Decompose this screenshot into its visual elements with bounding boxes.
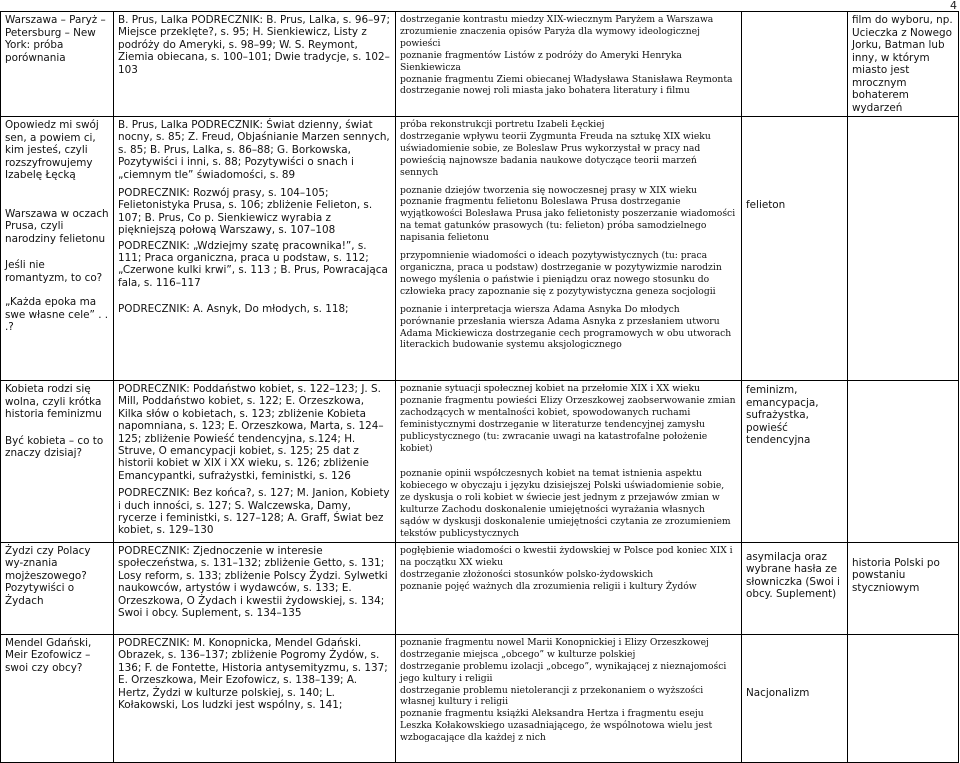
topic-cell: [1, 117, 114, 381]
context-text: historia Polski po powstaniu styczniowym: [852, 556, 940, 594]
goals-text: dostrzeganie problemu izolacji „obcego”, wynikającej z nieznajomości jego kultury i religii: [400, 660, 727, 684]
readings-cell: [114, 381, 396, 543]
goals-text: dostrzeganie złożoności stosunków polsko-żydowskich: [400, 568, 654, 580]
goals-cell: [396, 634, 742, 762]
topic-text: „Każda epoka ma swe własne cele” . . .?: [5, 296, 109, 333]
goals-text: poznanie opinii współczesnych kobiet na temat istnienia aspektu kobiecego w obyczaju i języku dzisiejszej Polski uświadomienie sobie, ze dyskusja o roli kobiet w świecie jest jednym z przejawów zmian w kulturze Zachodu doskonalenie umiejętności wyrażania własnych sądów w dyskusji doskonalenie umiejętności czytania ze zrozumieniem tekstów publicystycznych: [400, 468, 731, 539]
goals-cell: [396, 381, 742, 543]
goals-text: uświadomienie sobie, ze Boleslaw Prus wykorzystał w pracy nad powieścią najnowsze badania naukowe dotyczące teorii marzeń sennych: [400, 142, 701, 178]
topic-text: Warszawa w oczach Prusa, czyli narodziny felietonu: [5, 207, 109, 245]
goals-cell: [396, 12, 742, 117]
topic-cell: [1, 381, 114, 543]
goals-text: próba rekonstrukcji portretu Izabeli Łęckiej: [400, 119, 605, 130]
topic-text: Opowiedz mi swój sen, a powiem ci, kim jesteś, czyli rozszyfrowujemy Izabelę Łęcką: [5, 119, 99, 181]
terms-text: Nacjonalizm: [746, 686, 810, 699]
goals-text: poznanie i interpretacja wiersza Adama Asnyka Do młodych porównanie przesłania wiersza Adama Asnyka z przesłaniem utworu Adama Mickiewicza dostrzeganie cech programowych w obu utworach literackich budowanie systemu aksjologicznego: [400, 303, 732, 351]
terms-cell: [742, 12, 848, 117]
context-cell: [848, 117, 959, 381]
table-row: [1, 542, 959, 634]
goals-text: przypomnienie wiadomości o ideach pozytywistycznych (tu: praca organiczna, praca u podstaw) dostrzeganie w pozytywizmie narodzin nowego myślenia o państwie i pieniądzu oraz nowego stosunku do człowieka pracy zapoznanie się z pozytywistyczna geneza socjologii: [400, 250, 722, 297]
terms-text: asymilacja oraz wybrane hasła ze słowniczka (Swoi i obcy. Suplement): [746, 550, 840, 601]
terms-cell: [742, 117, 848, 381]
context-cell: [848, 542, 959, 634]
readings-text: PODRECZNIK: Rozwój prasy, s. 104–105; Felietonistyka Prusa, s. 106; zbliżenie Felieton, s. 107; B. Prus, Co p. Sienkiewicz wyrabia z piękniejszą połową Warszawy, s. 107–108: [118, 187, 373, 237]
topic-text: Żydzi czy Polacy wy-znania mojżeszowego? Pozytywiści o Żydach: [5, 544, 91, 607]
context-text: film do wyboru, np. Ucieczka z Nowego Jorku, Batman lub inny, w którym miasto jest mrocznym bohaterem wydarzeń: [852, 14, 953, 114]
table-row: [1, 381, 959, 543]
goals-text: dostrzeganie wpływu teorii Zygmunta Freuda na sztukę XIX wieku: [400, 130, 711, 142]
goals-text: dostrzeganie problemu nietolerancji z przekonaniem o wyższości własnej kultury i religii: [400, 684, 704, 708]
table-row: [1, 12, 959, 117]
goals-text: poznanie pojęć ważnych dla zrozumienia religii i kultury Żydów: [400, 580, 697, 592]
context-cell: [848, 634, 959, 762]
goals-cell: [396, 542, 742, 634]
goals-text: pogłębienie wiadomości o kwestii żydowskiej w Polsce pod koniec XIX i na początku XX wieku: [400, 544, 733, 568]
context-cell: [848, 381, 959, 543]
topic-text: Kobieta rodzi się wolna, czyli krótka historia feminizmu: [5, 383, 102, 420]
readings-cell: [114, 117, 396, 381]
goals-text: poznanie fragmentu Ziemi obiecanej Władysława Stanisława Reymonta: [400, 73, 733, 85]
topic-cell: [1, 634, 114, 762]
table-row: [1, 117, 959, 381]
topic-text: Być kobieta – co to znaczy dzisiaj?: [5, 434, 104, 459]
topic-text: Warszawa – Paryż – Petersburg – New York: próba porównania: [5, 14, 106, 64]
goals-text: poznanie fragmentów Listów z podróży do Ameryki Henryka Sienkiewicza: [400, 49, 682, 73]
readings-cell: [114, 12, 396, 117]
topic-cell: [1, 12, 114, 117]
context-cell: [848, 12, 959, 117]
terms-cell: [742, 381, 848, 543]
readings-text: PODRECZNIK: Zjednoczenie w interesie społeczeństwa, s. 131–132; zbliżenie Getto, s. 131; Losy reform, s. 133; zbliżenie Polscy Żydzi. Sylwetki naukowców, artystów i wydawców, s. 133; E. Orzeszkowa, O Żydach i kwestii żydowskiej, s. 134; Swoi i obcy. Suplement, s. 134–135: [118, 544, 388, 619]
readings-text: PODRECZNIK: „Wdziejmy szatę pracownika!”, s. 111; Praca organiczna, praca u podstaw, s. 112; „Czerwone kulki krwi”, s. 113 ; B. Prus, Powracająca fala, s. 116–117: [118, 239, 388, 289]
goals-text: poznanie fragmentu książki Aleksandra Hertza i fragmentu eseju Leszka Kołakowskiego uzasadniającego, że wspólnotowa wielu jest wzbogacające dla każdej z nich: [400, 708, 713, 744]
goals-text: poznanie sytuacji społecznej kobiet na przełomie XIX i XX wieku poznanie fragmentu powieści Elizy Orzeszkowej zaobserwowanie zmian zachodzących w mentalności kobiet, spowodowanych ruchami feministycznymi dostrzeganie w literaturze tendencyjnej zamysłu publicystycznego (tu: zwracanie uwagi na katastrofalne położenie kobiet): [400, 383, 736, 454]
terms-text: felieton: [746, 199, 786, 211]
readings-text: PODRECZNIK: Bez końca?, s. 127; M. Janion, Kobiety i duch inności, s. 127; S. Walczewska, Damy, rycerze i feministki, s. 127–128; A. Graff, Świat bez kobiet, s. 129–130: [118, 487, 390, 537]
readings-text: B. Prus, Lalka PODRECZNIK: Świat dzienny, świat nocny, s. 85; Z. Freud, Objaśnianie Marzen sennych, s. 85; B. Prus, Lalka, s. 86–88; G. Borkowska, Pozytywiści i inni, s. 88; Pozytywiści o snach i „ciemnym tle” świadomości, s. 89: [118, 119, 390, 181]
goals-text: dostrzeganie nowej roli miasta jako bohatera literatury i filmu: [400, 85, 690, 97]
readings-text: B. Prus, Lalka PODRECZNIK: B. Prus, Lalka, s. 96–97; Miejsce przeklęte?, s. 95; H. Sienkiewicz, Listy z podróży do Ameryki, s. 98–99; W. S. Reymont, Ziemia obiecana, s. 100–101; Dwie tradycje, s. 102–103: [118, 14, 391, 76]
page-number: 4: [950, 0, 957, 12]
terms-cell: [742, 634, 848, 762]
readings-text: PODRECZNIK: A. Asnyk, Do młodych, s. 118;: [118, 303, 349, 316]
lesson-plan-table: [0, 11, 959, 763]
readings-cell: [114, 542, 396, 634]
topic-text: Mendel Gdański, Meir Ezofowicz – swoi czy obcy?: [5, 636, 92, 674]
goals-text: dostrzeganie kontrastu miedzy XIX-wiecznym Paryżem a Warszawa: [400, 14, 714, 25]
readings-cell: [114, 634, 396, 762]
topic-text: Jeśli nie romantyzm, to co?: [5, 259, 103, 284]
goals-text: poznanie fragmentu nowel Marii Konopnickiej i Elizy Orzeszkowej dostrzeganie miejsca „obcego” w kulturze polskiej: [400, 636, 709, 660]
goals-cell: [396, 117, 742, 381]
goals-text: poznanie dziejów tworzenia się nowoczesnej prasy w XIX wieku poznanie fragmentu felietonu Boleslawa Prusa dostrzeganie wyjątkowości Bolesława Prusa jako felietonisty poszerzanie wiadomości na temat gatunków prasowych (tu: felieton) próba samodzielnego napisania felietonu: [400, 184, 736, 244]
terms-text: feminizm, emancypacja, sufrażystka, powieść tendencyjna: [746, 384, 819, 446]
topic-cell: [1, 542, 114, 634]
goals-text: zrozumienie znaczenia opisów Paryża dla wymowy ideologicznej powieści: [400, 25, 700, 49]
table-row: [1, 634, 959, 762]
terms-cell: [742, 542, 848, 634]
readings-text: PODRECZNIK: Poddaństwo kobiet, s. 122–123; J. S. Mill, Poddaństwo kobiet, s. 122; E. Orzeszkowa, Kilka słów o kobietach, s. 123; zbliżenie Kobieta napomniana, s. 123; E. Orzeszkowa, Marta, s. 124–125; zbliżenie Powieść tendencyjna, s.124; H. Struve, O emancypacji kobiet, s. 125; 25 dat z historii kobiet w XIX i XX wieku, s. 126; zbliżenie Emancypantki, sufrażystki, feministki, s. 126: [118, 383, 384, 482]
readings-text: PODRECZNIK: M. Konopnicka, Mendel Gdański. Obrazek, s. 136–137; zbliżenie Pogromy Żydów, s. 136; F. de Fontette, Historia antysemityzmu, s. 137; E. Orzeszkowa, Meir Ezofowicz, s. 138–139; A. Hertz, Żydzi w kulturze polskiej, s. 140; L. Kołakowski, Los ludzki jest wspólny, s. 141;: [118, 636, 388, 711]
